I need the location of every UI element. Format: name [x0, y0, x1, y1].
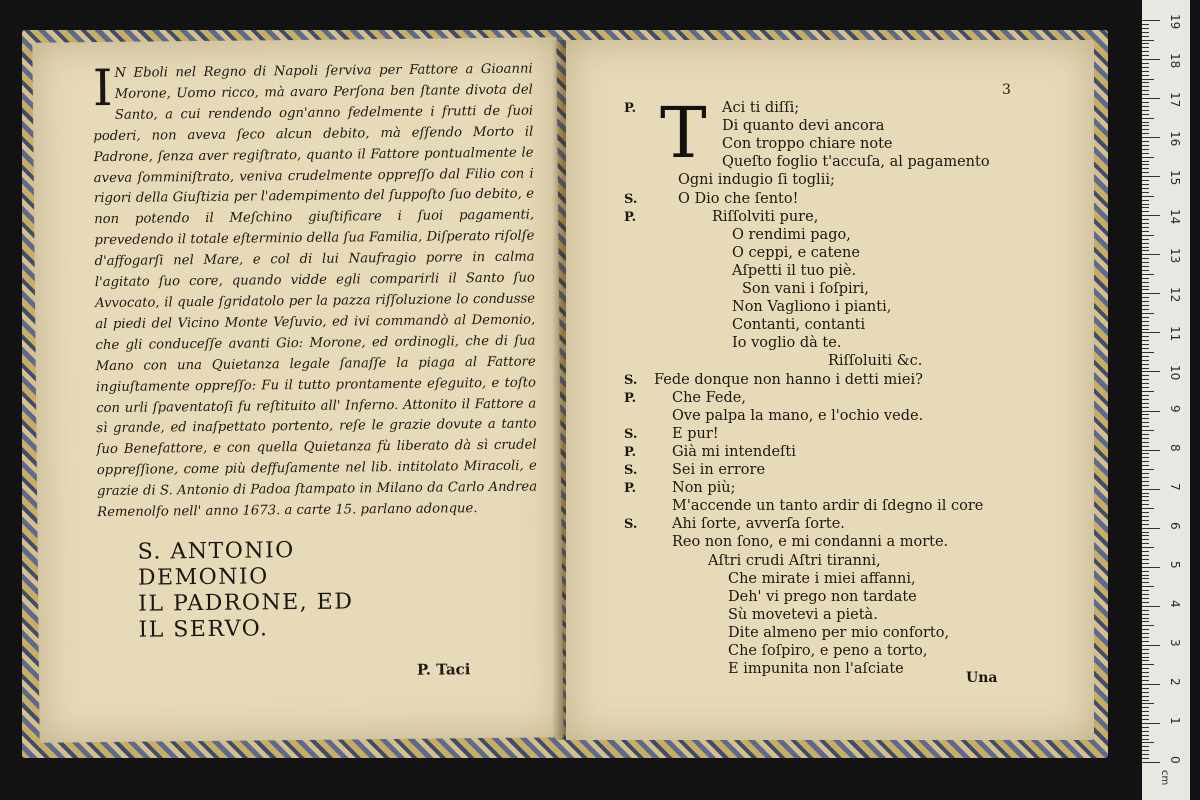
ruler-tick — [1142, 461, 1149, 462]
ruler-number: 13 — [1168, 248, 1182, 264]
ruler-tick — [1142, 758, 1149, 759]
ruler-tick — [1142, 516, 1149, 517]
verse-line: Riſſolviti pure, — [712, 208, 819, 225]
ruler-tick — [1142, 469, 1154, 470]
ruler-tick — [1142, 340, 1149, 341]
ruler-tick — [1142, 532, 1149, 533]
verse-line: Reo non ſono, e mi condanni a morte. — [672, 534, 949, 551]
ruler-tick — [1142, 301, 1149, 302]
speaker-label: S. — [624, 463, 638, 478]
verse-line: Ahi ſorte, avverſa ſorte. — [672, 516, 845, 533]
ruler-tick — [1142, 457, 1149, 458]
ruler-tick — [1142, 321, 1149, 322]
speaker-label: S. — [624, 426, 638, 442]
ruler-tick — [1142, 735, 1149, 736]
ruler-tick — [1142, 239, 1149, 240]
ruler-tick — [1142, 356, 1149, 357]
ruler-tick — [1142, 559, 1149, 560]
ruler-number: 19 — [1168, 14, 1182, 30]
ruler-tick — [1142, 114, 1149, 115]
ruler-tick — [1142, 688, 1149, 689]
verse-line: Di quanto devi ancora — [722, 118, 885, 135]
ruler-number: 11 — [1168, 326, 1182, 342]
ruler-tick — [1142, 594, 1149, 595]
ruler-number: 0 — [1168, 756, 1182, 764]
verse-line: E impunita non l'aſciate — [728, 661, 904, 678]
ruler-tick — [1142, 543, 1149, 544]
ruler-tick — [1142, 633, 1149, 634]
ruler-tick — [1142, 247, 1149, 248]
ruler-tick — [1142, 602, 1149, 603]
ruler-tick — [1142, 40, 1154, 41]
ruler-tick — [1142, 657, 1149, 658]
ruler-tick — [1142, 504, 1149, 505]
ruler-tick — [1142, 598, 1149, 599]
ruler-tick — [1142, 309, 1149, 310]
ruler-tick — [1142, 75, 1149, 76]
ruler-tick — [1142, 606, 1160, 607]
verse-line: Sei in errore — [672, 462, 766, 478]
ruler-tick — [1142, 418, 1149, 419]
speaker-label: S. — [624, 517, 638, 533]
ruler-tick — [1142, 481, 1149, 482]
verse-line: Aci ti diſſi; — [722, 100, 800, 116]
ruler-tick — [1142, 715, 1149, 716]
right-dropcap: T — [660, 92, 707, 174]
ruler-tick — [1142, 645, 1160, 646]
ruler-tick — [1142, 254, 1160, 255]
ruler-tick — [1142, 266, 1149, 267]
verse-line: Non più; — [672, 480, 736, 497]
ruler-tick — [1142, 551, 1149, 552]
ruler-tick — [1142, 67, 1149, 68]
ruler-tick — [1142, 32, 1149, 33]
ruler-tick — [1142, 188, 1149, 189]
ruler-tick — [1142, 192, 1149, 193]
ruler-tick — [1142, 742, 1154, 743]
ruler-tick — [1142, 325, 1149, 326]
ruler-tick — [1142, 379, 1149, 380]
ruler-tick — [1142, 207, 1149, 208]
ruler-number: 9 — [1168, 404, 1182, 413]
ruler-tick — [1142, 243, 1149, 244]
ruler-number: 12 — [1168, 287, 1182, 303]
ruler-tick — [1142, 668, 1149, 669]
ruler-tick — [1142, 739, 1149, 740]
ruler-tick — [1142, 364, 1149, 365]
ruler-tick — [1142, 660, 1149, 661]
ruler-tick — [1142, 368, 1149, 369]
ruler-tick — [1142, 51, 1149, 52]
ruler-tick — [1142, 754, 1149, 755]
ruler-tick — [1142, 414, 1149, 415]
ruler-tick — [1142, 621, 1149, 622]
ruler-tick — [1142, 684, 1160, 685]
verse-line: Riſſoluiti &c. — [828, 353, 923, 370]
ruler-tick — [1142, 391, 1154, 392]
verse-line: Fede donque non hanno i detti miei? — [654, 371, 923, 388]
ruler-tick — [1142, 164, 1149, 165]
ruler-tick — [1142, 172, 1149, 173]
ruler-tick — [1142, 313, 1154, 314]
ruler-tick — [1142, 578, 1149, 579]
ruler-tick — [1142, 106, 1149, 107]
ruler-tick — [1142, 219, 1149, 220]
left-catchword: P. Taci — [416, 660, 471, 679]
left-page — [32, 37, 563, 742]
ruler-tick — [1142, 47, 1149, 48]
ruler-tick — [1142, 149, 1149, 150]
verse-line: Che Fede, — [672, 389, 746, 406]
ruler-tick — [1142, 582, 1149, 583]
speaker-label: P. — [624, 101, 637, 116]
ruler-tick — [1142, 614, 1149, 615]
right-catchword: Una — [966, 670, 998, 686]
ruler-tick — [1142, 180, 1149, 181]
ruler-tick — [1142, 262, 1149, 263]
ruler-tick — [1142, 586, 1154, 587]
ruler-number: 4 — [1168, 599, 1182, 608]
ruler-tick — [1142, 161, 1149, 162]
verse-line: Già mi intendeſti — [672, 443, 796, 460]
ruler-tick — [1142, 305, 1149, 306]
ruler-tick — [1142, 430, 1154, 431]
ruler-tick — [1142, 629, 1149, 630]
ruler-tick — [1142, 223, 1149, 224]
ruler-tick — [1142, 520, 1149, 521]
ruler-tick — [1142, 719, 1149, 720]
left-paragraph-text: N Eboli nel Regno di Napoli ſerviva per Fattore a Gioanni Morone, Uomo ricco, mà avaro Perſona ben ſtante divota del Santo, a cui rendendo ogn'anno fedelmente i frutti de ſuoi poderi, non aveva ſeco alcun debito, mà eſſendo Morto il Padrone, ſenza aver regiſtrato, quanto il Fattore pontualmente le aveva ſomminiſtrato, veniva crudelmente oppreſſo dal Filio con i rigori della Giuſtizia per l'adempimento del ſuppoſto ſuo debito, e non potendo il Meſchino giuſtificare i ſuoi pagamenti, prevedendo il totale eſterminio della ſua Familia, Diſperato riſolſe d'affogarſi nel Mare, e col di lui Naufragio porre in calma l'agitato ſuo core, quando vidde egli comparirli il Santo ſuo Avvocato, il quale ſgridatolo per la pazza riſſoluzione lo condusse al piedi del Vicino Monte Veſuvio, ed ivi commandò al Demonio, che gli conduceſſe avanti Gio: Morone, ed ordinogli, che di ſua Mano con una Quietanza legale ſanaſſe la piaga al Fattore ingiuſtamente oppreſſo: Fu il tutto prontamente eſeguito, e toſto con urli ſpaventatoſi fu reſtituito all' Inferno. Attonito il Fattore a sì grande, ed inaſpettato portento, reſe le grazie dovute a tanto ſuo Benefattore, e con quella Quietanza fù liberato dà sì crudel oppreſſione, come più deffuſamente nel lib. intitolato Miracoli, e grazie di S. Antonio di Padoa ſtampato in Milano da Carlo Andrea Remenolfo nell' anno 1673. a carte 15. parlano adonque. — [93, 61, 538, 521]
ruler-number: 8 — [1168, 443, 1182, 452]
ruler-tick — [1142, 55, 1149, 56]
verse-line: Non Vagliono i pianti, — [732, 299, 892, 316]
ruler-tick — [1142, 407, 1149, 408]
ruler-tick — [1142, 200, 1149, 201]
ruler-tick — [1142, 387, 1149, 388]
title-heading — [138, 537, 354, 643]
ruler-tick — [1142, 395, 1149, 396]
ruler-tick — [1142, 20, 1160, 21]
ruler-number: 17 — [1168, 92, 1182, 108]
ruler-tick — [1142, 563, 1149, 564]
ruler-tick — [1142, 43, 1149, 44]
ruler-tick — [1142, 403, 1149, 404]
ruler-tick — [1142, 535, 1149, 536]
ruler-tick — [1142, 438, 1149, 439]
ruler-tick — [1142, 723, 1160, 724]
page-number: 3 — [1002, 82, 1011, 98]
ruler-tick — [1142, 434, 1149, 435]
ruler-tick — [1142, 528, 1160, 529]
verse-line: Ove palpa la mano, e l'ochio vede. — [672, 407, 924, 424]
ruler-tick — [1142, 383, 1149, 384]
ruler-tick — [1142, 711, 1149, 712]
right-page — [566, 40, 1094, 740]
ruler-tick — [1142, 184, 1149, 185]
ruler-tick — [1142, 489, 1160, 490]
ruler-tick — [1142, 446, 1149, 447]
ruler-tick — [1142, 332, 1160, 333]
measuring-ruler — [1142, 0, 1190, 800]
ruler-tick — [1142, 141, 1149, 142]
ruler-tick — [1142, 196, 1154, 197]
ruler-tick — [1142, 129, 1149, 130]
ruler-tick — [1142, 227, 1149, 228]
ruler-tick — [1142, 293, 1160, 294]
ruler-tick — [1142, 575, 1149, 576]
ruler-tick — [1142, 270, 1149, 271]
ruler-tick — [1142, 422, 1149, 423]
ruler-tick — [1142, 352, 1154, 353]
ruler-tick — [1142, 336, 1149, 337]
ruler-number: 5 — [1168, 560, 1182, 569]
speaker-label: P. — [624, 390, 637, 406]
ruler-tick — [1142, 145, 1149, 146]
verse-line: O ceppi, e catene — [732, 244, 860, 261]
ruler-tick — [1142, 133, 1149, 134]
ruler-tick — [1142, 90, 1149, 91]
ruler-tick — [1142, 137, 1160, 138]
speaker-label: S. — [624, 372, 638, 388]
ruler-tick — [1142, 344, 1149, 345]
ruler-tick — [1142, 274, 1154, 275]
ruler-tick — [1142, 71, 1149, 72]
ruler-tick — [1142, 465, 1149, 466]
ruler-tick — [1142, 317, 1149, 318]
ruler-tick — [1142, 125, 1149, 126]
left-dropcap: I — [92, 58, 113, 118]
ruler-tick — [1142, 399, 1149, 400]
ruler-tick — [1142, 375, 1149, 376]
heading-line: DEMONIO — [137, 564, 269, 591]
verse-line: M'accende un tanto ardir di ſdegno il core — [672, 498, 984, 515]
heading-line: IL SERVO. — [138, 616, 269, 643]
ruler-tick — [1142, 211, 1149, 212]
ruler-tick — [1142, 555, 1149, 556]
verse-line: Aſtri crudi Aſtri tiranni, — [708, 552, 881, 569]
ruler-tick — [1142, 235, 1154, 236]
ruler-tick — [1142, 442, 1149, 443]
ruler-tick — [1142, 700, 1149, 701]
ruler-tick — [1142, 348, 1149, 349]
ruler-tick — [1142, 59, 1160, 60]
verse-line: Ogni indugio ſi toglii; — [678, 172, 835, 189]
ruler-tick — [1142, 278, 1149, 279]
ruler-tick — [1142, 411, 1160, 412]
ruler-tick — [1142, 493, 1149, 494]
ruler-tick — [1142, 653, 1149, 654]
ruler-tick — [1142, 649, 1149, 650]
ruler-tick — [1142, 82, 1149, 83]
ruler-tick — [1142, 500, 1149, 501]
ruler-tick — [1142, 98, 1160, 99]
ruler-tick — [1142, 63, 1149, 64]
ruler-tick — [1142, 762, 1160, 763]
verse-line: Io voglio dà te. — [732, 335, 842, 352]
ruler-tick — [1142, 453, 1149, 454]
ruler-tick — [1142, 297, 1149, 298]
verse-line: Contanti, contanti — [732, 317, 866, 334]
ruler-tick — [1142, 215, 1160, 216]
ruler-tick — [1142, 102, 1149, 103]
ruler-number: 10 — [1168, 365, 1182, 381]
ruler-tick — [1142, 94, 1149, 95]
ruler-tick — [1142, 86, 1149, 87]
ruler-tick — [1142, 286, 1149, 287]
verse-line: Con troppo chiare note — [722, 136, 893, 153]
ruler-tick — [1142, 371, 1160, 372]
ruler-tick — [1142, 524, 1149, 525]
ruler-tick — [1142, 250, 1149, 251]
ruler-tick — [1142, 539, 1149, 540]
ruler-tick — [1142, 426, 1149, 427]
ruler-tick — [1142, 258, 1149, 259]
ruler-tick — [1142, 696, 1149, 697]
ruler-unit-label: cm — [1159, 770, 1170, 786]
ruler-tick — [1142, 676, 1149, 677]
ruler-tick — [1142, 750, 1149, 751]
ruler-tick — [1142, 625, 1154, 626]
ruler-tick — [1142, 610, 1149, 611]
ruler-tick — [1142, 157, 1154, 158]
ruler-tick — [1142, 746, 1149, 747]
ruler-tick — [1142, 477, 1149, 478]
ruler-number: 16 — [1168, 131, 1182, 147]
ruler-tick — [1142, 153, 1149, 154]
ruler-tick — [1142, 496, 1149, 497]
ruler-tick — [1142, 641, 1149, 642]
ruler-tick — [1142, 329, 1149, 330]
ruler-number: 1 — [1168, 716, 1182, 725]
ruler-tick — [1142, 567, 1160, 568]
ruler-tick — [1142, 707, 1149, 708]
verse-line: Aſpetti il tuo piè. — [732, 262, 857, 279]
speaker-label: P. — [624, 209, 637, 225]
ruler-tick — [1142, 618, 1149, 619]
ruler-number: 15 — [1168, 170, 1182, 186]
ruler-tick — [1142, 110, 1149, 111]
ruler-tick — [1142, 122, 1149, 123]
ruler-tick — [1142, 450, 1160, 451]
speaker-label: S. — [624, 191, 638, 207]
ruler-tick — [1142, 282, 1149, 283]
verse-line: Dite almeno per mio conforto, — [728, 624, 950, 641]
ruler-tick — [1142, 547, 1154, 548]
ruler-tick — [1142, 680, 1149, 681]
ruler-number: 2 — [1168, 677, 1182, 686]
left-page-paragraph — [93, 60, 538, 525]
ruler-tick — [1142, 692, 1149, 693]
ruler-number: 3 — [1168, 638, 1182, 647]
ruler-tick — [1142, 485, 1149, 486]
ruler-tick — [1142, 637, 1149, 638]
ruler-tick — [1142, 168, 1149, 169]
ruler-tick — [1142, 204, 1149, 205]
ruler-number: 18 — [1168, 53, 1182, 69]
ruler-tick — [1142, 672, 1149, 673]
ruler-tick — [1142, 731, 1149, 732]
heading-line: S. ANTONIO — [137, 538, 295, 565]
ruler-number: 14 — [1168, 209, 1182, 225]
ruler-tick — [1142, 473, 1149, 474]
ruler-tick — [1142, 118, 1154, 119]
ruler-number: 6 — [1168, 521, 1182, 530]
ruler-tick — [1142, 571, 1149, 572]
verse-line: Deh' vi prego non tardate — [728, 588, 917, 605]
ruler-tick — [1142, 36, 1149, 37]
speaker-label: P. — [624, 481, 637, 497]
ruler-tick — [1142, 727, 1149, 728]
ruler-tick — [1142, 512, 1149, 513]
ruler-tick — [1142, 231, 1149, 232]
ruler-tick — [1142, 508, 1154, 509]
speaker-label: P. — [624, 444, 637, 460]
verse-line: Son vani i ſoſpiri, — [742, 281, 869, 297]
ruler-tick — [1142, 176, 1160, 177]
verse-line: Che ſoſpiro, e peno a torto, — [728, 643, 928, 659]
verse-line: Sù movetevi a pietà. — [728, 606, 878, 623]
verse-line: E pur! — [672, 425, 719, 442]
ruler-tick — [1142, 24, 1149, 25]
verse-line: O Dio che ſento! — [678, 190, 799, 207]
ruler-tick — [1142, 703, 1154, 704]
ruler-tick — [1142, 360, 1149, 361]
verse-line: O rendimi pago, — [732, 226, 851, 243]
verse-line: Che mirate i miei affanni, — [728, 570, 916, 587]
verse-line: Queſto foglio t'accuſa, al pagamento — [722, 154, 990, 171]
ruler-tick — [1142, 79, 1154, 80]
ruler-number: 7 — [1168, 482, 1182, 491]
heading-line: IL PADRONE, ED — [138, 589, 354, 617]
ruler-tick — [1142, 590, 1149, 591]
ruler-tick — [1142, 289, 1149, 290]
ruler-tick — [1142, 664, 1154, 665]
ruler-tick — [1142, 28, 1149, 29]
